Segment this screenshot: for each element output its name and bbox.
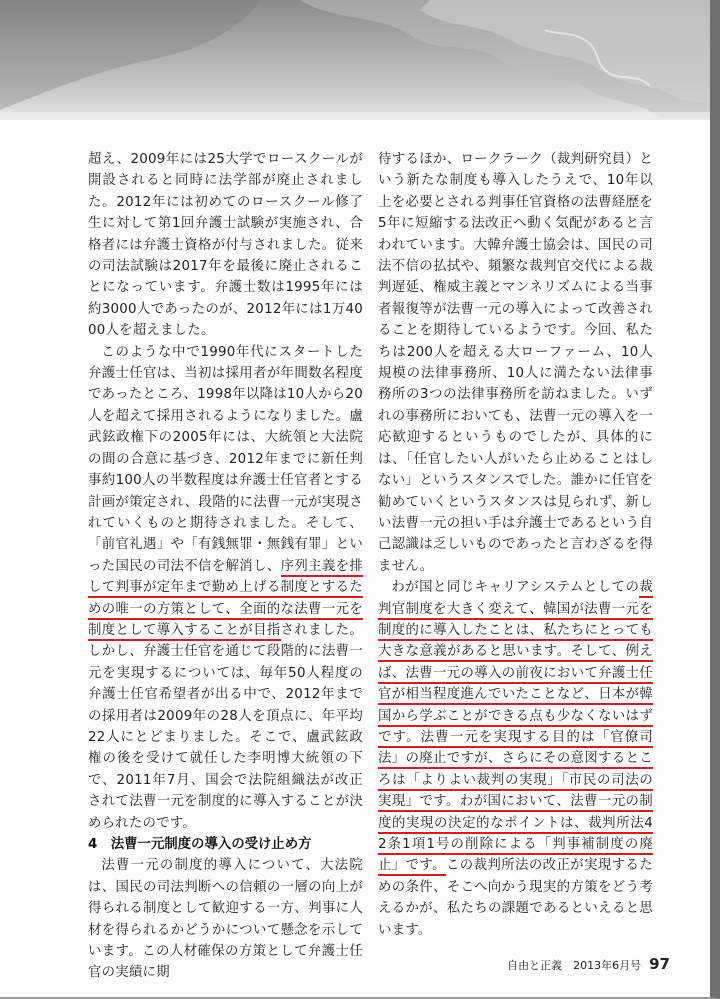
right-paragraph-2-start: わが国と同じキャリアシステムとしての: [391, 580, 640, 596]
world-map-decoration: [0, 0, 710, 120]
left-highlighted-text: 序列主義を排して判事が定年まで勤め上げる制度とするための唯一の方策として、全面的な法曹一元を制度として導入することが目指: [88, 559, 363, 641]
right-column: [378, 149, 653, 984]
left-paragraph-2: [88, 342, 363, 834]
page-footer: [507, 955, 670, 973]
section-heading-4: 4 法曹一元制度の導入の受け止め方: [88, 837, 312, 852]
right-paragraph-2: [378, 577, 653, 941]
header-decorative-banner: [0, 0, 710, 120]
right-paragraph-2-end: この裁判所法の改正が実現するための条件、そこへ向かう現実的方策をどう考えるかが、私たちの課題であるといえると思います。: [378, 858, 654, 938]
journal-name: 自由と正義 2013年6月号: [507, 959, 642, 972]
left-paragraph-1: 超え、2009年には25大学でロースクールが開設されると同時に法学部が廃止されました。2012年には初めてのロースクール修了生に対して第1回弁護士試験が実施され、合格者には弁護士資格が付与されました。従来の司法試験は2017年を最後に廃止されることになっています。弁護士数は1995年には約3000人であったのが、2012年には1万4000人を超えました。: [88, 152, 363, 339]
two-column-body: [88, 149, 653, 984]
right-paragraph-1: 待するほか、ロークラーク（裁判研究員）という新たな制度も導入したうえで、10年以上を必要とされる判事任官資格の法曹経歴を5年に短縮する法改正へ動く気配があると言われています。大韓弁護士協会は、国民の司法不信の払拭や、頻繁な裁判官交代による裁判遅延、権威主義とマンネリズムによる当事者報復等が法曹一元の導入によって改善されることを期待しているようです。今回、私たちは200人を超える大ローファーム、10人規模の法律事務所、10人に満たない法律事務所の3つの法律事務所を訪ねました。いずれの事務所においても、法曹一元の導入を一応歓迎するというものでしたが、具体的には、「任官したい人がいたら止めることはしない」というスタンスでした。誰かに任官を勧めていくというスタンスは見られず、新しい法曹一元の担い手は弁護士であるという自己認識は乏しいものであったと言わざるを得ません。: [378, 152, 653, 574]
left-paragraph-3: 法曹一元の制度的導入について、大法院は、国民の司法判断への信頼の一層の向上が得られる制度として歓迎する一方、判事に人材を得られるかどうかについて懸念を示しています。この人材確保の方策として弁護士任官の実績に期: [88, 858, 363, 981]
page-number: 97: [649, 955, 670, 973]
left-paragraph-2-start: このような中で1990年代にスタートした弁護士任官は、当初は採用者が年間数名程度であったところ、1998年以降は10人から20人を超えて採用されるようになりました。盧武鉉政権下の2005年には、大統領と大法院の間の合意に基づき、2012年までに新任判事約100人の半数程度は弁護士任官者とする計画が策定され、段階的に法曹一元が実現されていくものと期待されました。そして、「前官礼遇」や「有銭無罪・無銭有罪」といった国民の司法不信を解消し、: [88, 344, 363, 574]
right-highlighted-text: 裁判官制度を大きく変えて、韓国が法曹一元を制度的に導入したことは、私たちにとっても大きな意義があると思います。そして、例えば、法曹一元の導入の前夜において弁護士任官が相当程度進んでいたことなど、日本が韓国から学ぶことができる点も少なくないはずです。法曹一元を実現する目的は「官僚司法」の廃止ですが、さらにその意図するところは「よりよい裁判の実現」「市民の司法の実現」です。わが国において、法曹一元の制度的実現の決定的なポイントは、裁判所法42条1項1号の削除による「判事補制度の廃止」です。: [378, 580, 653, 876]
left-paragraph-2-end: されました。しかし、弁護士任官を通じて段階的に法曹一元を実現するについては、毎年50人程度の弁護士任官希望者が出る中で、2012年までの採用者は2009年の28人を頂点に、年平均22人にとどまりました。そこで、盧武鉉政権の後を受けて就任した李明博大統領の下で、2011年7月、国会で法院組織法が改正されて法曹一元を制度的に導入することが決められたのです。: [88, 622, 364, 831]
left-column: [88, 149, 363, 984]
